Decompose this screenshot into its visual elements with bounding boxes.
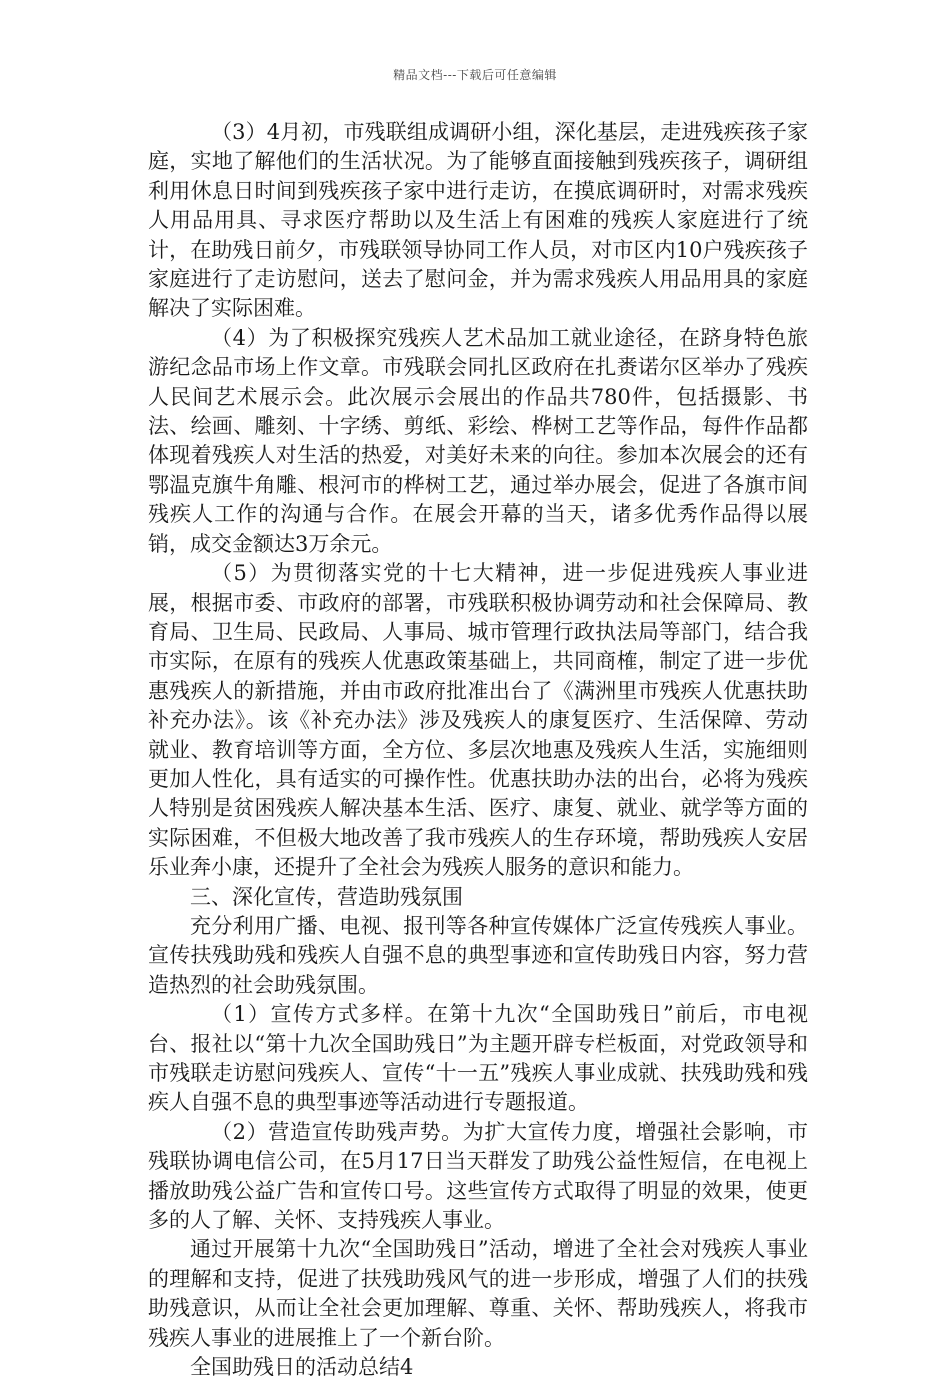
paragraph-item-5: （5）为贯彻落实党的十七大精神，进一步促进残疾人事业进展，根据市委、市政府的部署，市残联积极协调劳动和社会保障局、教育局、卫生局、民政局、人事局、城市管理行政执法局等部门，结合我市实际，在原有的残疾人优惠政策基础上，共同商榷，制定了进一步优惠残疾人的新措施，并由市政府批准出台了《满洲里市残疾人优惠扶助补充办法》。该《补充办法》涉及残疾人的康复医疗、生活保障、劳动就业、教育培训等方面，全方位、多层次地惠及残疾人生活，实施细则更加人性化，具有适实的可操作性。优惠扶助办法的出台，必将为残疾人特别是贫困残疾人解决基本生活、医疗、康复、就业、就学等方面的实际困难，不但极大地改善了我市残疾人的生存环境，帮助残疾人安居乐业奔小康，还提升了全社会为残疾人服务的意识和能力。: [148, 561, 808, 880]
paragraph-conclusion: 通过开展第十九次“全国助残日”活动，增进了全社会对残疾人事业的理解和支持，促进了扶残助残风气的进一步形成，增强了人们的扶残助残意识，从而让全社会更加理解、尊重、关怀、帮助残疾人，将我市残疾人事业的进展推上了一个新台阶。: [148, 1237, 808, 1350]
document-body: [148, 118, 808, 1382]
page-header: 精品文档---下载后可任意编辑: [393, 68, 557, 82]
paragraph-item-3: （3）4月初，市残联组成调研小组，深化基层，走进残疾孩子家庭，实地了解他们的生活状况。为了能够直面接触到残疾孩子，调研组利用休息日时间到残疾孩子家中进行走访，在摸底调研时，对需求残疾人用品用具、寻求医疗帮助以及生活上有困难的残疾人家庭进行了统计，在助残日前夕，市残联领导协同工作人员，对市区内10户残疾孩子家庭进行了走访慰问，送去了慰问金，并为需求残疾人用品用具的家庭解决了实际困难。: [148, 120, 808, 321]
section-heading: 三、深化宣传，营造助残氛围: [190, 884, 463, 909]
paragraph-intro: 充分利用广播、电视、报刊等各种宣传媒体广泛宣传残疾人事业。宣传扶残助残和残疾人自强不息的典型事迹和宣传助残日内容，努力营造热烈的社会助残氛围。: [148, 913, 808, 997]
next-section-title: 全国助残日的活动总结4: [190, 1355, 414, 1380]
paragraph-item-2: （2）营造宣传助残声势。为扩大宣传力度，增强社会影响，市残联协调电信公司，在5月17日当天群发了助残公益性短信，在电视上播放助残公益广告和宣传口号。这些宣传方式取得了明显的效果，使更多的人了解、关怀、支持残疾人事业。: [148, 1119, 808, 1233]
paragraph-item-1: （1）宣传方式多样。在第十九次“全国助残日”前后，市电视台、报社以“第十九次全国助残日”为主题开辟专栏板面，对党政领导和市残联走访慰问残疾人、宣传“十一五”残疾人事业成就、扶残助残和残疾人自强不息的典型事迹等活动进行专题报道。: [148, 1002, 808, 1115]
paragraph-item-4: （4）为了积极探究残疾人艺术品加工就业途径，在跻身特色旅游纪念品市场上作文章。市残联会同扎区政府在扎赉诺尔区举办了残疾人民间艺术展示会。此次展示会展出的作品共780件，包括摄影、书法、绘画、雕刻、十字绣、剪纸、彩绘、桦树工艺等作品，每件作品都体现着残疾人对生活的热爱，对美好未来的向往。参加本次展会的还有鄂温克旗牛角雕、根河市的桦树工艺，通过举办展会，促进了各旗市间残疾人工作的沟通与合作。在展会开幕的当天，诸多优秀作品得以展销，成交金额达3万余元。: [148, 325, 808, 556]
